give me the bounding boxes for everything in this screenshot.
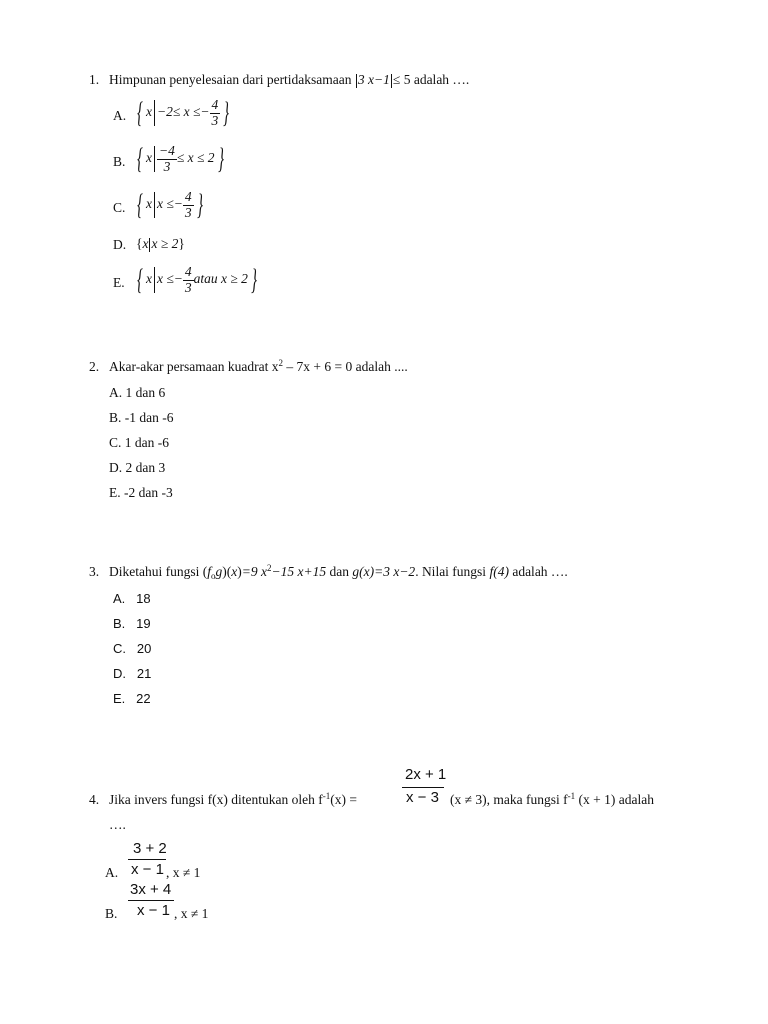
q4-a-fraction-bar: [128, 859, 166, 860]
q2-option[interactable]: [109, 386, 165, 400]
option-value: 1 dan 6: [125, 385, 166, 400]
option-value: 22: [136, 691, 151, 706]
right-brace: }: [178, 236, 185, 251]
q3-rhs2: =3 x−2: [374, 564, 416, 579]
q3-option[interactable]: [113, 617, 151, 630]
left-brace: {: [137, 188, 143, 221]
option-label: D.: [113, 666, 126, 681]
q3-option[interactable]: [113, 667, 151, 680]
set-var: x: [146, 104, 152, 120]
q4-a-condition: , x ≠ 1: [166, 865, 201, 880]
denominator: 3: [184, 204, 192, 220]
q1-a-left: −2≤ x ≤−: [157, 104, 210, 120]
g-symbol: g: [352, 564, 360, 579]
q2-exponent: 2: [278, 358, 284, 368]
f-symbol: f: [207, 564, 212, 579]
option-value: 20: [136, 641, 152, 656]
q3-rhs1a: =9 x: [241, 564, 267, 579]
q2-option[interactable]: [109, 461, 165, 475]
q4-sup-2: -1: [567, 791, 576, 801]
set-bar: [154, 100, 155, 126]
right-brace: }: [217, 142, 224, 175]
q4-denominator: x − 3: [406, 789, 439, 806]
q1-d-right: x ≥ 2: [151, 236, 179, 251]
set-bar: [154, 192, 155, 218]
f-symbol: f: [489, 564, 494, 579]
numerator: 4: [211, 97, 219, 113]
q4-fraction-bar: [402, 787, 444, 788]
q1-text-before: Himpunan penyelesaian dari pertidaksamaan: [109, 72, 352, 87]
q1-ineq: ≤ 5: [392, 72, 411, 87]
q4-text-3: (x ≠ 3), maka fungsi f: [450, 792, 568, 807]
left-brace: {: [137, 96, 143, 129]
set-var: x: [142, 236, 149, 251]
q1-option-c-label: C.: [113, 200, 126, 215]
q1-number: 1.: [89, 72, 100, 87]
q3-prompt: [109, 565, 568, 579]
q3-rhs1b: −15 x+15: [271, 564, 327, 579]
q1-option-b: [134, 144, 227, 174]
q3-text-4: adalah ….: [508, 564, 568, 579]
q2-option[interactable]: [109, 411, 174, 425]
q3-text-2: dan: [326, 564, 353, 579]
q3-number: 3.: [89, 564, 100, 579]
g-symbol: g: [215, 564, 223, 579]
q3-exponent: 2: [267, 563, 272, 573]
option-value: -2 dan -3: [124, 485, 173, 500]
option-label: A.: [109, 385, 123, 400]
option-label: B.: [113, 616, 126, 631]
q2-option[interactable]: [109, 486, 173, 500]
q4-sup-1: -1: [322, 791, 331, 801]
q2-text-before: Akar-akar persamaan kuadrat x: [109, 359, 279, 374]
option-label: D.: [109, 460, 123, 475]
q3-option[interactable]: [113, 592, 151, 605]
right-brace: }: [196, 188, 203, 221]
q2-text-after: – 7x + 6 = 0 adalah ....: [283, 359, 408, 374]
right-brace: }: [250, 263, 257, 296]
numerator: −4: [159, 143, 175, 159]
q1-abs-expr: 3 x−1: [357, 72, 390, 87]
q4-option-a-label: A.: [105, 865, 119, 880]
q1-prompt: [109, 73, 469, 88]
q3-f-arg: f(4): [489, 564, 509, 579]
q4-number: 4.: [89, 792, 100, 807]
q4-continuation: ….: [109, 817, 126, 832]
set-bar: [154, 267, 155, 293]
q1-option-d-label: D.: [113, 237, 127, 252]
q1-option-a: [134, 98, 232, 128]
q4-b-numerator: 3x + 4: [130, 881, 172, 898]
q4-text-2: (x) =: [330, 792, 357, 807]
q1-option-b-label: B.: [113, 154, 126, 169]
q1-a-fraction: [210, 98, 221, 127]
q1-b-fraction: [157, 144, 177, 173]
q4-b-fraction-bar: [128, 900, 174, 901]
q4-b-denominator: x − 1: [137, 902, 170, 919]
option-value: 18: [136, 591, 151, 606]
q3-composition: $(f_og)(x)=9$ $x^2-15$ x+15: [202, 563, 327, 581]
q4-numerator: 2x + 1: [405, 766, 447, 783]
q1-c-fraction: [183, 190, 194, 219]
option-label: A.: [113, 591, 126, 606]
q1-option-d: [136, 237, 185, 252]
q4-a-denominator: x − 1: [131, 861, 164, 878]
set-var: x: [146, 271, 152, 287]
set-var: x: [146, 150, 152, 166]
arg-value: 4: [497, 564, 505, 579]
right-brace: }: [223, 96, 230, 129]
q3-option[interactable]: [113, 642, 151, 655]
q4-option-b-label: B.: [105, 906, 118, 921]
q2-number: 2.: [89, 359, 100, 374]
q1-e-left: x ≤−: [157, 271, 183, 287]
option-label: E.: [109, 485, 121, 500]
q4-a-numerator: 3 + 2: [133, 840, 167, 857]
option-label: C.: [113, 641, 126, 656]
q4-text-1: Jika invers fungsi f(x) ditentukan oleh f: [109, 792, 323, 807]
option-label: E.: [113, 691, 126, 706]
compose-symbol: o: [211, 571, 216, 581]
q3-text-3: . Nilai fungsi: [415, 564, 490, 579]
set-var: x: [146, 196, 152, 212]
q4-text-4: (x + 1) adalah: [575, 792, 654, 807]
left-brace: {: [136, 236, 143, 251]
q2-prompt: [109, 360, 408, 374]
x-symbol: x: [231, 564, 238, 579]
q1-e-fraction: [183, 265, 194, 294]
numerator: 4: [184, 264, 192, 280]
q3-g-expr: g(x)=3 x−2: [352, 564, 416, 579]
option-value: 21: [136, 666, 152, 681]
q4-prompt-a: [109, 793, 357, 807]
q3-option[interactable]: [113, 692, 151, 705]
q3-text-1: Diketahui fungsi: [109, 564, 200, 579]
q1-c-left: x ≤−: [157, 196, 183, 212]
option-label: C.: [109, 435, 122, 450]
option-value: 1 dan -6: [124, 435, 170, 450]
numerator: 4: [184, 189, 192, 205]
x-symbol: x: [363, 564, 370, 579]
q1-option-e-label: E.: [113, 275, 125, 290]
q1-b-right: ≤ x ≤ 2: [176, 150, 215, 166]
option-value: -1 dan -6: [124, 410, 174, 425]
q1-text-after: adalah ….: [413, 72, 470, 87]
set-bar: [154, 146, 155, 172]
q1-option-e: [134, 265, 260, 295]
q4-prompt-b: [450, 793, 654, 807]
left-brace: {: [137, 263, 143, 296]
option-label: B.: [109, 410, 122, 425]
option-value: 19: [136, 616, 151, 631]
q1-e-right: atau x ≥ 2: [193, 271, 248, 287]
denominator: 3: [211, 112, 219, 128]
q2-option[interactable]: [109, 436, 169, 450]
left-brace: {: [137, 142, 143, 175]
q1-option-a-label: A.: [113, 108, 127, 123]
denominator: 3: [184, 279, 192, 295]
option-value: 2 dan 3: [125, 460, 166, 475]
abs-bar-left: [356, 74, 357, 88]
denominator: 3: [163, 158, 171, 174]
q1-option-c: [134, 190, 206, 220]
abs-bar-right: [391, 74, 392, 88]
q4-b-condition: , x ≠ 1: [174, 906, 209, 921]
